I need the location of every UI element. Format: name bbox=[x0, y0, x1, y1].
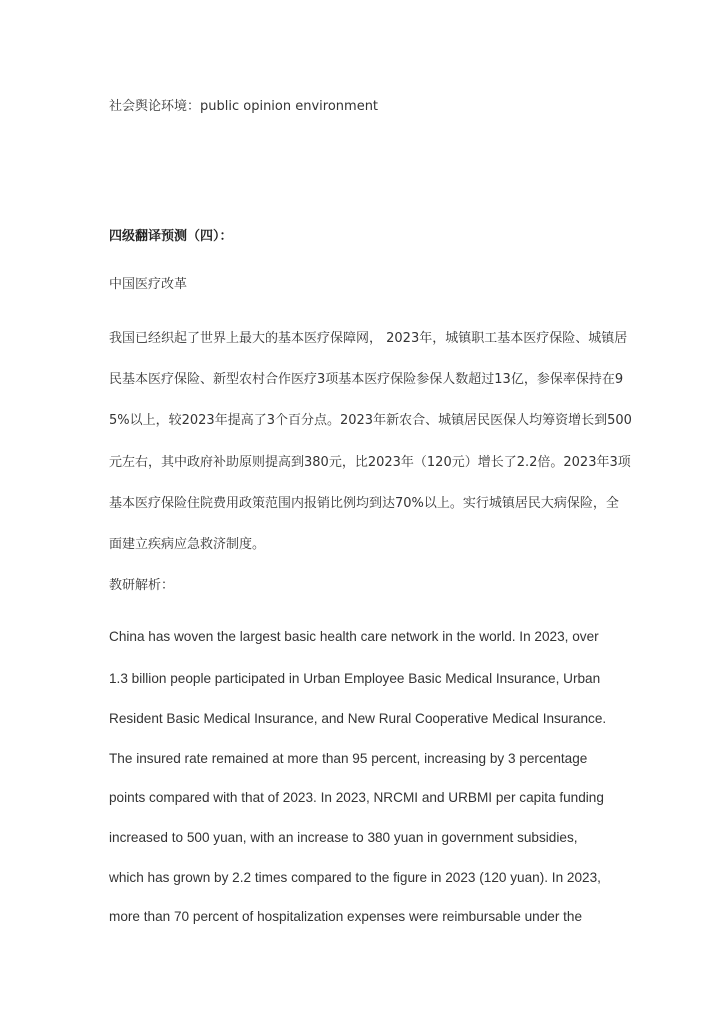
paragraph-line: points compared with that of 2023. In 2023, NRCMI and URBMI per capita funding bbox=[109, 790, 604, 805]
paragraph-line: Resident Basic Medical Insurance, and New Rural Cooperative Medical Insurance. bbox=[109, 711, 607, 726]
paragraph-line: China has woven the largest basic health care network in the world. In 2023, over bbox=[109, 629, 599, 644]
topic-title: 中国医疗改革 bbox=[109, 277, 188, 292]
paragraph-line: 5%以上，较2023年提高了3个百分点。2023年新农合、城镇居民医保人均筹资增长到500 bbox=[109, 413, 632, 428]
section-heading: 四级翻译预测（四）： bbox=[109, 229, 233, 244]
term-line: 社会舆论环境：public opinion environment bbox=[109, 99, 379, 114]
paragraph-line: 面建立疾病应急救济制度。 bbox=[109, 537, 266, 552]
paragraph-line: which has grown by 2.2 times compared to the figure in 2023 (120 yuan). In 2023, bbox=[109, 870, 601, 885]
paragraph-line: 民基本医疗保险、新型农村合作医疗3项基本医疗保险参保人数超过13亿，参保率保持在9 bbox=[109, 372, 624, 387]
paragraph-line: more than 70 percent of hospitalization expenses were reimbursable under the bbox=[109, 909, 583, 924]
paragraph-line: 1.3 billion people participated in Urban Employee Basic Medical Insurance, Urban bbox=[109, 671, 601, 686]
paragraph-line: increased to 500 yuan, with an increase to 380 yuan in government subsidies, bbox=[109, 830, 578, 845]
analysis-label: 教研解析： bbox=[109, 578, 175, 593]
paragraph-line: 我国已经织起了世界上最大的基本医疗保障网， 2023年，城镇职工基本医疗保险、城镇居 bbox=[109, 331, 628, 346]
paragraph-line: The insured rate remained at more than 95 percent, increasing by 3 percentage bbox=[109, 751, 588, 766]
paragraph-line: 基本医疗保险住院费用政策范围内报销比例均到达70%以上。实行城镇居民大病保险，全 bbox=[109, 496, 619, 511]
paragraph-line: 元左右，其中政府补助原则提高到380元，比2023年（120元）增长了2.2倍。2023年3项 bbox=[109, 455, 631, 470]
